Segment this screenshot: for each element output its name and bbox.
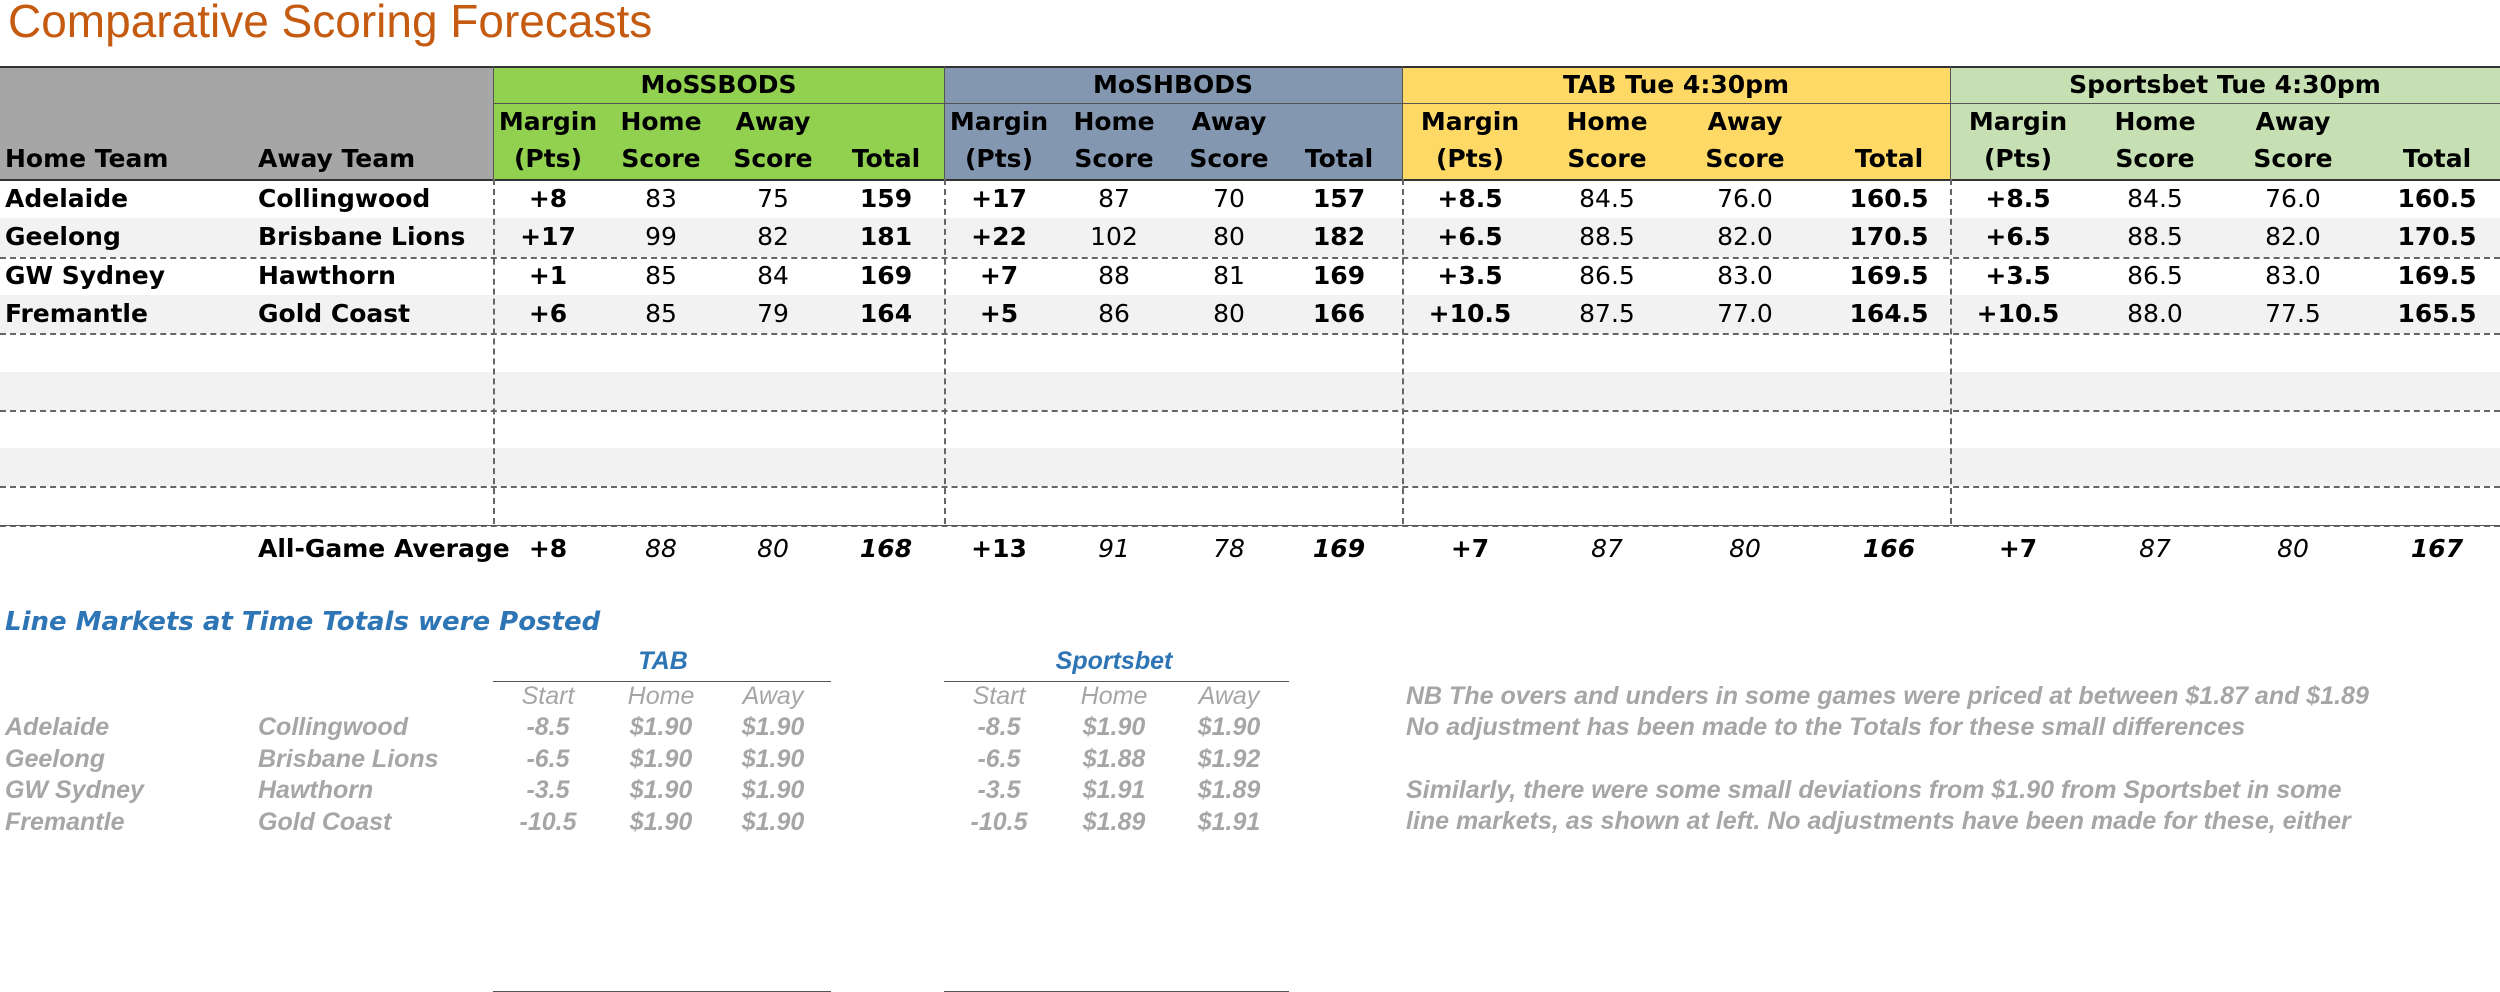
note-line: No adjustment has been made to the Totals for these small differences	[1406, 713, 2246, 741]
home-score-cell: 99	[645, 222, 677, 252]
line-market-value: $1.90	[741, 713, 805, 741]
average-away-score: 80	[757, 533, 789, 563]
margin-cell: +10.5	[1976, 298, 2060, 328]
line-market-value: $1.88	[1082, 744, 1146, 773]
line-market-home-team: GW Sydney	[5, 776, 144, 804]
margin-cell: +5	[979, 298, 1019, 328]
line-market-col-header: Start	[972, 682, 1026, 710]
line-market-away-team: Collingwood	[258, 713, 408, 741]
total-cell: 169	[859, 260, 913, 290]
line-market-book-0: TAB	[638, 647, 688, 675]
home-score-cell: 88	[1098, 260, 1130, 290]
line-markets-title: Line Markets at Time Totals were Posted	[5, 607, 601, 637]
line-market-value: $1.90	[741, 744, 805, 773]
away-score-cell: 76.0	[2265, 184, 2321, 213]
home-score-cell: 86.5	[2127, 260, 2183, 290]
row-divider	[0, 333, 2500, 335]
home-score-header-2: Score	[1074, 144, 1154, 173]
away-score-cell: 80	[1213, 298, 1245, 328]
away-score-cell: 83.0	[2265, 260, 2321, 290]
line-market-value: $1.91	[1082, 776, 1146, 804]
row-stripe	[0, 372, 2500, 410]
group-title-sportsbet: Sportsbet Tue 4:30pm	[2069, 70, 2381, 99]
line-market-away-team: Brisbane Lions	[258, 744, 439, 773]
average-total: 169	[1312, 533, 1366, 563]
home-score-header-1: Home	[1073, 107, 1155, 136]
home-team-cell: Geelong	[5, 222, 121, 252]
line-market-col-header: Start	[521, 682, 575, 710]
line-market-away-team: Hawthorn	[258, 776, 374, 804]
average-total: 166	[1862, 533, 1916, 563]
home-score-cell: 86.5	[1579, 260, 1635, 290]
line-market-value: -10.5	[519, 807, 577, 836]
note-line: Similarly, there were some small deviations from $1.90 from Sportsbet in some	[1406, 776, 2342, 804]
line-market-book-1: Sportsbet	[1055, 647, 1173, 675]
away-score-cell: 80	[1213, 222, 1245, 252]
total-cell: 166	[1312, 298, 1366, 328]
total-cell: 169.5	[1849, 260, 1929, 290]
home-score-header-2: Score	[1567, 144, 1647, 173]
margin-header-1: Margin	[498, 107, 598, 136]
line-market-col-header: Home	[627, 682, 695, 710]
average-margin: +7	[1450, 533, 1490, 563]
line-market-value: $1.92	[1197, 744, 1261, 773]
line-market-value: $1.90	[1082, 713, 1146, 741]
margin-header-1: Margin	[1420, 107, 1520, 136]
home-score-cell: 102	[1090, 222, 1138, 252]
line-market-value: $1.90	[741, 807, 805, 836]
total-cell: 169.5	[2397, 260, 2477, 290]
line-market-home-team: Geelong	[5, 744, 106, 773]
home-team-header: Home Team	[5, 144, 169, 173]
average-margin: +7	[1998, 533, 2038, 563]
line-market-value: -8.5	[977, 713, 1021, 741]
margin-cell: +3.5	[1985, 260, 2051, 290]
margin-cell: +7	[979, 260, 1019, 290]
margin-cell: +8.5	[1437, 184, 1503, 213]
line-market-value: $1.91	[1197, 807, 1261, 836]
away-score-header-1: Away	[735, 107, 811, 136]
away-score-cell: 77.0	[1717, 298, 1773, 328]
group-separator-body	[1402, 179, 1404, 524]
average-home-score: 87	[2139, 533, 2171, 563]
margin-cell: +6.5	[1437, 222, 1503, 252]
away-score-cell: 82.0	[1717, 222, 1773, 252]
away-score-cell: 79	[757, 298, 789, 328]
average-label: All-Game Average	[258, 533, 510, 563]
group-title-tab: TAB Tue 4:30pm	[1562, 70, 1790, 99]
line-market-value: $1.89	[1082, 807, 1146, 836]
row-divider	[0, 486, 2500, 488]
average-total: 167	[2410, 533, 2464, 563]
away-score-header-1: Away	[1707, 107, 1783, 136]
group-separator	[493, 66, 494, 179]
away-score-header-1: Away	[1191, 107, 1267, 136]
line-market-value: -10.5	[970, 807, 1028, 836]
average-home-score: 87	[1591, 533, 1623, 563]
away-score-header-1: Away	[2255, 107, 2331, 136]
margin-header-2: (Pts)	[1435, 144, 1504, 173]
home-score-cell: 87.5	[1579, 298, 1635, 328]
home-score-cell: 85	[645, 260, 677, 290]
margin-header-2: (Pts)	[964, 144, 1033, 173]
home-score-header-2: Score	[621, 144, 701, 173]
away-team-cell: Collingwood	[258, 184, 431, 213]
line-market-value: -6.5	[526, 744, 570, 773]
average-margin: +13	[971, 533, 1027, 563]
home-score-cell: 85	[645, 298, 677, 328]
home-team-cell: Adelaide	[5, 184, 129, 213]
group-separator-body	[1950, 179, 1952, 524]
home-score-cell: 88.5	[1579, 222, 1635, 252]
total-cell: 182	[1312, 222, 1366, 252]
total-cell: 165.5	[2397, 298, 2477, 328]
home-score-header-1: Home	[620, 107, 702, 136]
line-market-home-team: Adelaide	[5, 713, 110, 741]
total-cell: 160.5	[2397, 184, 2477, 213]
line-market-col-header: Away	[742, 682, 804, 710]
home-score-cell: 88.5	[2127, 222, 2183, 252]
total-header: Total	[2402, 144, 2472, 173]
average-away-score: 80	[1729, 533, 1761, 563]
average-away-score: 80	[2277, 533, 2309, 563]
group-title-moshbods: MoSHBODS	[1092, 70, 1254, 99]
margin-cell: +3.5	[1437, 260, 1503, 290]
total-cell: 164.5	[1849, 298, 1929, 328]
away-score-cell: 70	[1213, 184, 1245, 213]
line-market-col-header: Home	[1080, 682, 1148, 710]
away-score-cell: 75	[757, 184, 789, 213]
line-market-value: -3.5	[526, 776, 570, 804]
away-score-header-2: Score	[1705, 144, 1785, 173]
home-score-header-2: Score	[2115, 144, 2195, 173]
line-market-value: -3.5	[977, 776, 1021, 804]
margin-cell: +6.5	[1985, 222, 2051, 252]
home-score-cell: 83	[645, 184, 677, 213]
away-score-cell: 82.0	[2265, 222, 2321, 252]
row-divider	[0, 410, 2500, 412]
home-score-cell: 84.5	[1579, 184, 1635, 213]
line-market-value: $1.90	[629, 713, 693, 741]
average-home-score: 91	[1098, 533, 1130, 563]
margin-cell: +17	[971, 184, 1027, 213]
total-cell: 169	[1312, 260, 1366, 290]
away-team-cell: Brisbane Lions	[258, 222, 466, 252]
body-bottom-border	[0, 525, 2500, 526]
note-line: NB The overs and unders in some games were priced at between $1.87 and $1.89	[1406, 682, 2369, 710]
away-team-header: Away Team	[258, 144, 416, 173]
away-team-cell: Hawthorn	[258, 260, 396, 290]
home-score-cell: 88.0	[2127, 298, 2183, 328]
home-score-header-1: Home	[2114, 107, 2196, 136]
total-cell: 157	[1312, 184, 1366, 213]
average-margin: +8	[528, 533, 568, 563]
group-separator	[1402, 66, 1403, 179]
group-separator	[944, 66, 945, 179]
line-market-col-header: Away	[1198, 682, 1260, 710]
line-market-value: $1.89	[1197, 776, 1261, 804]
away-score-header-2: Score	[1189, 144, 1269, 173]
away-score-cell: 77.5	[2265, 298, 2321, 328]
total-cell: 159	[859, 184, 913, 213]
margin-header-1: Margin	[1968, 107, 2068, 136]
line-market-value: $1.90	[1197, 713, 1261, 741]
total-cell: 164	[859, 298, 913, 328]
line-market-value: $1.90	[629, 776, 693, 804]
average-total: 168	[859, 533, 913, 563]
average-home-score: 88	[645, 533, 677, 563]
away-score-cell: 76.0	[1717, 184, 1773, 213]
margin-header-2: (Pts)	[513, 144, 582, 173]
row-stripe	[0, 448, 2500, 486]
total-cell: 170.5	[2397, 222, 2477, 252]
line-market-value: -8.5	[526, 713, 570, 741]
away-score-cell: 82	[757, 222, 789, 252]
line-market-value: $1.90	[741, 776, 805, 804]
home-score-cell: 86	[1098, 298, 1130, 328]
page-title: Comparative Scoring Forecasts	[8, 0, 653, 47]
away-score-header-2: Score	[733, 144, 813, 173]
home-score-header-1: Home	[1566, 107, 1648, 136]
away-score-cell: 83.0	[1717, 260, 1773, 290]
total-header: Total	[1854, 144, 1924, 173]
margin-cell: +8.5	[1985, 184, 2051, 213]
total-cell: 160.5	[1849, 184, 1929, 213]
line-market-value: -6.5	[977, 744, 1021, 773]
margin-header-1: Margin	[949, 107, 1049, 136]
line-market-value: $1.90	[629, 744, 693, 773]
average-away-score: 78	[1213, 533, 1245, 563]
away-score-cell: 81	[1213, 260, 1245, 290]
line-market-value: $1.90	[629, 807, 693, 836]
line-market-home-team: Fremantle	[5, 807, 125, 836]
away-team-cell: Gold Coast	[258, 298, 411, 328]
margin-cell: +10.5	[1428, 298, 1512, 328]
home-score-cell: 84.5	[2127, 184, 2183, 213]
home-team-cell: Fremantle	[5, 298, 148, 328]
total-cell: 170.5	[1849, 222, 1929, 252]
total-header: Total	[851, 144, 921, 173]
line-market-away-team: Gold Coast	[258, 807, 392, 836]
away-score-header-2: Score	[2253, 144, 2333, 173]
note-line: line markets, as shown at left. No adjustments have been made for these, either	[1406, 807, 2351, 835]
total-cell: 181	[859, 222, 913, 252]
away-score-cell: 84	[757, 260, 789, 290]
group-separator	[1950, 66, 1951, 179]
home-team-cell: GW Sydney	[5, 260, 166, 290]
margin-cell: +1	[528, 260, 568, 290]
margin-cell: +17	[520, 222, 576, 252]
margin-cell: +8	[528, 184, 568, 213]
margin-cell: +22	[971, 222, 1027, 252]
margin-cell: +6	[528, 298, 568, 328]
margin-header-2: (Pts)	[1983, 144, 2052, 173]
total-header: Total	[1304, 144, 1374, 173]
home-score-cell: 87	[1098, 184, 1130, 213]
group-title-mossbods: MoSSBODS	[640, 70, 797, 99]
